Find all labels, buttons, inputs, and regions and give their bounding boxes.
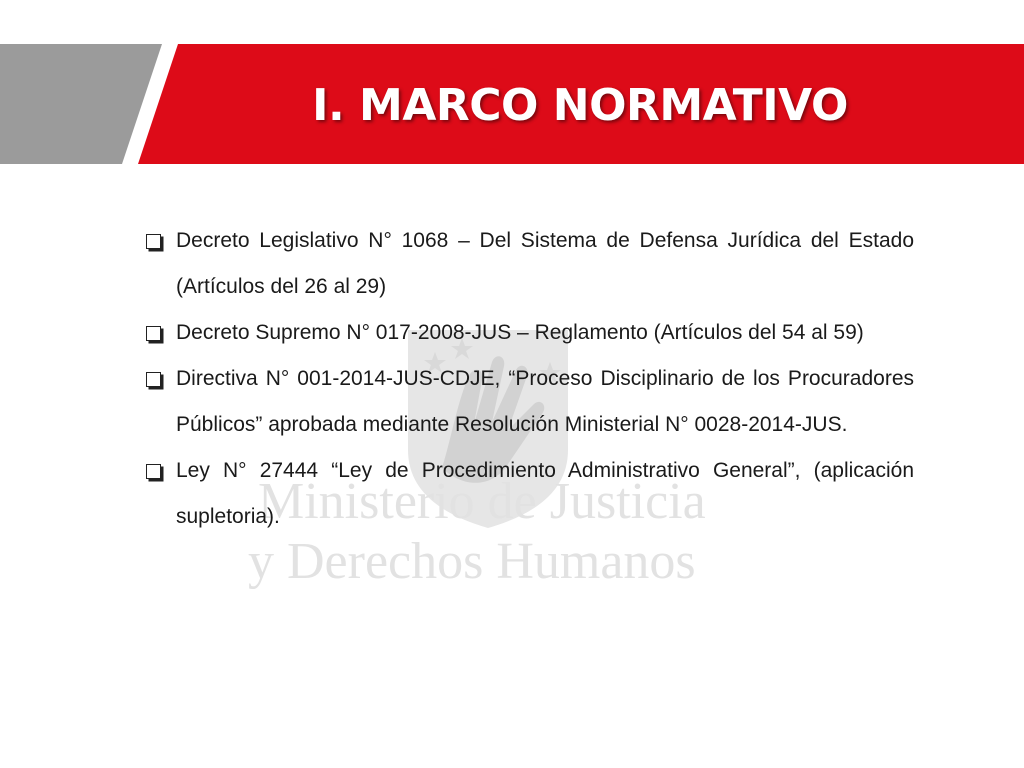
checkbox-bullet-icon: [146, 372, 161, 387]
watermark-line-1: Ministerio de Justicia: [258, 473, 706, 530]
list-item-text: Decreto Supremo N° 017-2008-JUS – Reglamento (Artículos del 54 al 59): [176, 321, 864, 344]
slide-title: I. MARCO NORMATIVO: [312, 80, 848, 131]
list-item-text: Ley N° 27444 “Ley de Procedimiento Administrativo General”, (aplicación supletoria).: [176, 459, 914, 528]
list-item-text: Directiva N° 001-2014-JUS-CDJE, “Proceso Disciplinario de los Procuradores Públicos” aprobada mediante Resolución Ministerial N° 0028-2014-JUS.: [176, 367, 914, 436]
list-item: [146, 310, 914, 356]
header-gray-stripe: [0, 44, 162, 164]
list-item: [146, 218, 914, 310]
checkbox-bullet-icon: [146, 464, 161, 479]
watermark-line-2: y Derechos Humanos: [248, 533, 696, 590]
list-item: [146, 448, 914, 540]
list-item: [146, 356, 914, 448]
normative-list: [146, 218, 914, 540]
checkbox-bullet-icon: [146, 234, 161, 249]
list-item-text: Decreto Legislativo N° 1068 – Del Sistema de Defensa Jurídica del Estado (Artículos del 26 al 29): [176, 229, 914, 298]
checkbox-bullet-icon: [146, 326, 161, 341]
